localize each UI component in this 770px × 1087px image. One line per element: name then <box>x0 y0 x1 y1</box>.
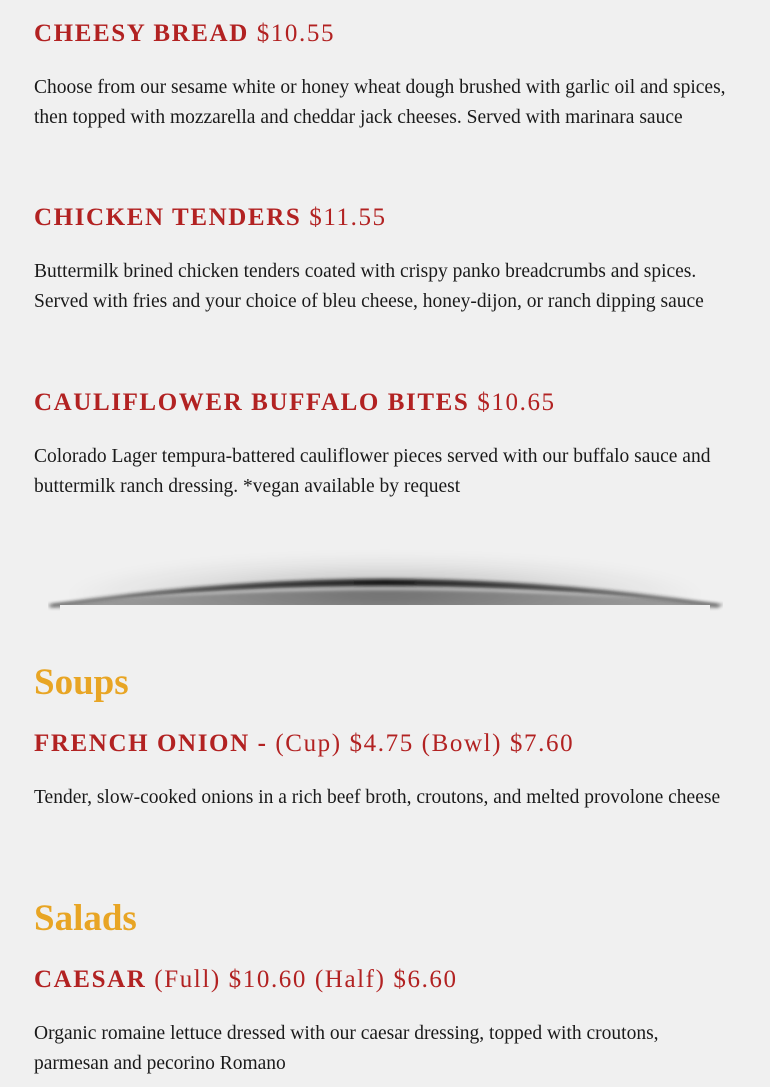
menu-item-title-cheesy-bread <box>34 17 335 51</box>
menu-item-price: $10.55 <box>256 20 336 47</box>
section-heading-salads: Salads <box>34 898 137 939</box>
menu-item-price: (Full) $10.60 (Half) $6.60 <box>154 966 458 993</box>
menu-item-price: (Cup) $4.75 (Bowl) $7.60 <box>275 730 575 757</box>
menu-item-title-chicken-tenders <box>34 201 387 235</box>
menu-item-name: CHEESY BREAD <box>34 20 249 47</box>
menu-item-name: CHICKEN TENDERS <box>34 204 302 231</box>
menu-item-title-caesar <box>34 963 458 997</box>
menu-item-name: FRENCH ONION - <box>34 730 268 757</box>
menu-item-description: Choose from our sesame white or honey wheat dough brushed with garlic oil and spices, then topped with mozzarella and cheddar jack cheeses. Served with marinara sauce <box>34 77 726 128</box>
menu-item-price: $11.55 <box>309 204 387 231</box>
menu-item-name: CAESAR <box>34 966 147 993</box>
menu-item-price: $10.65 <box>477 389 556 416</box>
menu-item-description: Buttermilk brined chicken tenders coated with crispy panko breadcrumbs and spices. Served with fries and your choice of bleu cheese, honey-dijon, or ranch dipping sauce <box>34 261 704 312</box>
section-heading-soups: Soups <box>34 662 129 703</box>
curved-shadow-divider-icon <box>48 532 723 632</box>
menu-item-title-cauliflower-buffalo-bites <box>34 386 556 420</box>
menu-item-description: Organic romaine lettuce dressed with our caesar dressing, topped with croutons, parmesan and pecorino Romano <box>34 1023 659 1074</box>
menu-item-name: CAULIFLOWER BUFFALO BITES <box>34 389 470 416</box>
menu-item-description: Colorado Lager tempura-battered cauliflower pieces served with our buffalo sauce and buttermilk ranch dressing. *vegan available by request <box>34 446 711 497</box>
menu-item-title-french-onion <box>34 727 574 761</box>
menu-item-description: Tender, slow-cooked onions in a rich beef broth, croutons, and melted provolone cheese <box>34 787 721 808</box>
